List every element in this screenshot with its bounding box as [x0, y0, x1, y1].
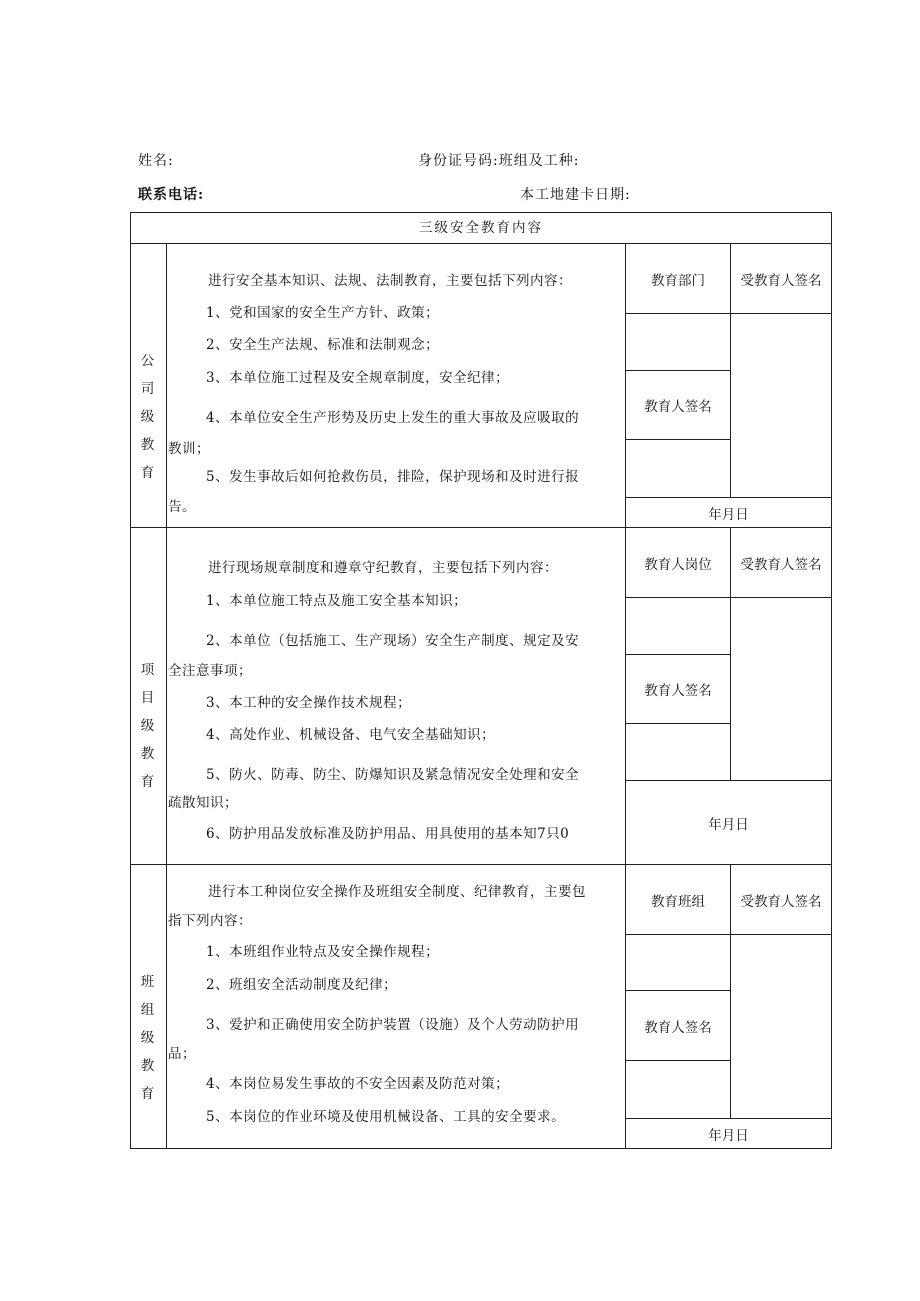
level-text: 公司级教育: [140, 353, 157, 481]
date-label: 年月日: [708, 1127, 749, 1144]
content-line: 6、防护用品发放标准及防护用品、用具使用的基本知7只0: [206, 826, 570, 842]
table-title: 三级安全教育内容: [419, 220, 543, 236]
content-line: 进行现场规章制度和遵章守纪教育，主要包括下列内容：: [208, 560, 558, 576]
educator-sign-label: 教育人签名: [644, 683, 712, 699]
content-line: 4、本岗位易发生事故的不安全因素及防范对策；: [206, 1076, 510, 1092]
content-line: 进行安全基本知识、法规、法制教育，主要包括下列内容：: [208, 273, 572, 289]
trainee-sign-label: 受教育人签名: [740, 556, 822, 573]
dept-label: 教育人岗位: [644, 556, 712, 573]
content-line: 疏散知识；: [168, 795, 238, 811]
level-label-project: [131, 656, 166, 796]
trainee-sign-label: 受教育人签名: [740, 272, 822, 289]
content-line: 5、本岗位的作业环境及使用机械设备、工具的安全要求。: [206, 1109, 566, 1125]
level-text: 项目级教育: [140, 662, 157, 790]
content-line: 5、防火、防毒、防尘、防爆知识及紧急情况安全处理和安全: [206, 767, 580, 783]
dept-label: 教育部门: [651, 272, 705, 289]
content-line: 告。: [168, 499, 196, 515]
level-label-company: [131, 347, 166, 487]
level-text: 班组级教育: [140, 974, 157, 1102]
content-line: 全注意事项；: [168, 663, 252, 679]
phone-label: 联系电话:: [138, 187, 205, 203]
card-date-label: 本工地建卡日期:: [520, 187, 631, 203]
content-line: 3、爱护和正确使用安全防护装置（设施）及个人劳动防护用: [206, 1017, 580, 1033]
content-line: 1、党和国家的安全生产方针、政策；: [206, 305, 440, 321]
date-label: 年月日: [708, 506, 749, 523]
content-line: 1、本单位施工特点及施工安全基本知识；: [206, 593, 468, 609]
content-line: 2、本单位（包括施工、生产现场）安全生产制度、规定及安: [206, 633, 580, 649]
content-line: 教训；: [168, 441, 210, 457]
content-line: 4、本单位安全生产形势及历史上发生的重大事故及应吸取的: [206, 410, 580, 426]
content-line: 5、发生事故后如何抢救伤员，排险，保护现场和及时进行报: [206, 469, 580, 485]
content-line: 进行本工种岗位安全操作及班组安全制度、纪律教育，主要包: [208, 884, 586, 900]
dept-label: 教育班组: [651, 893, 705, 910]
content-line: 4、高处作业、机械设备、电气安全基础知识；: [206, 727, 496, 743]
id-number-label: 身份证号码:班组及工种:: [418, 153, 580, 169]
content-line: 3、本单位施工过程及安全规章制度，安全纪律；: [206, 370, 510, 386]
content-line: 2、班组安全活动制度及纪律；: [206, 977, 398, 993]
name-label: 姓名:: [138, 153, 174, 169]
content-line: 3、本工种的安全操作技术规程；: [206, 695, 412, 711]
educator-sign-label: 教育人签名: [644, 399, 712, 415]
trainee-sign-label: 受教育人签名: [740, 893, 822, 910]
level-label-team: [131, 968, 166, 1108]
content-line: 2、安全生产法规、标准和法制观念；: [206, 337, 440, 353]
content-line: 1、本班组作业特点及安全操作规程；: [206, 944, 440, 960]
date-label: 年月日: [708, 816, 749, 833]
content-line: 指下列内容：: [168, 913, 252, 929]
educator-sign-label: 教育人签名: [644, 1019, 712, 1036]
content-line: 品；: [168, 1046, 196, 1062]
